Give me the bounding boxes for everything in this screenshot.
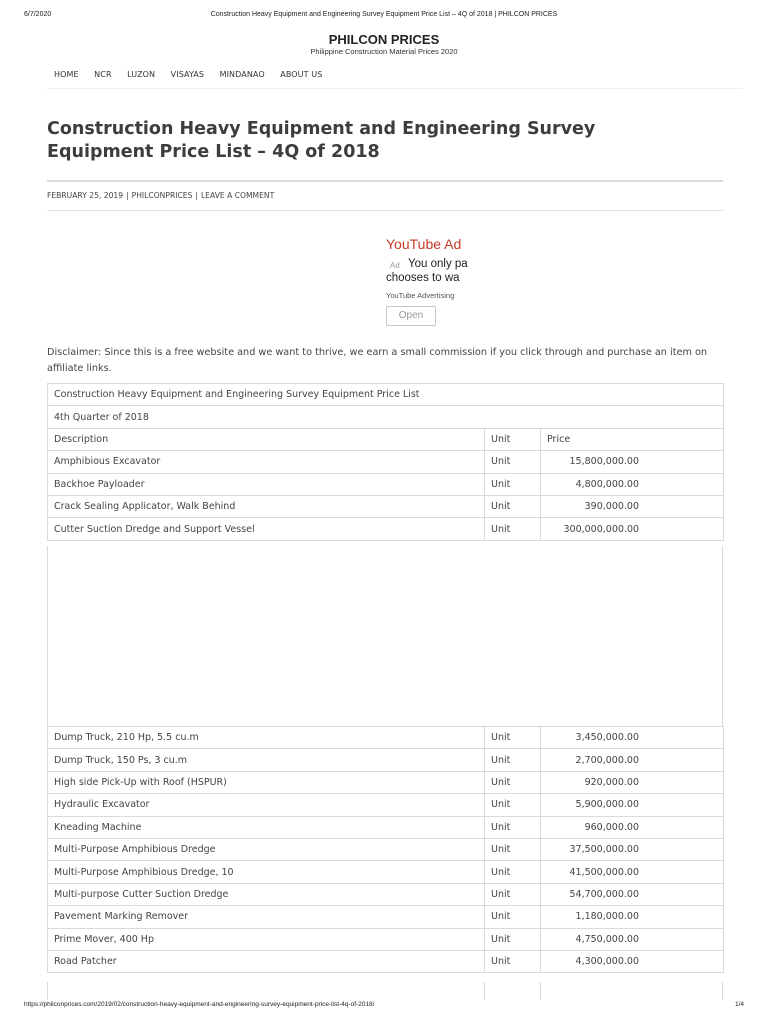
cell-price: 920,000.00: [541, 771, 724, 793]
table-row: [48, 727, 724, 749]
cell-price: 960,000.00: [541, 816, 724, 838]
table-row: [48, 816, 724, 838]
cell-price: 4,300,000.00: [541, 950, 724, 972]
cell-description: Kneading Machine: [48, 816, 485, 838]
print-footer: [0, 1001, 768, 1013]
print-date: 6/7/2020: [24, 11, 52, 18]
cell-description: High side Pick-Up with Roof (HSPUR): [48, 771, 485, 793]
cell-unit: Unit: [485, 794, 541, 816]
cell-price: 4,750,000.00: [541, 928, 724, 950]
meta-separator: |: [126, 191, 129, 200]
cell-price: 390,000.00: [541, 495, 724, 517]
table-row: [48, 883, 724, 905]
table-row: [48, 906, 724, 928]
cell-unit: Unit: [485, 518, 541, 540]
price-table-continued: [47, 726, 724, 973]
meta-divider: [47, 210, 723, 211]
table-row: [48, 749, 724, 771]
cell-price: 5,900,000.00: [541, 794, 724, 816]
table-row: [48, 518, 724, 540]
cell-unit: Unit: [485, 838, 541, 860]
post-date[interactable]: FEBRUARY 25, 2019: [47, 191, 124, 200]
table-caption-row: [48, 384, 724, 406]
cell-description: Hydraulic Excavator: [48, 794, 485, 816]
cell-description: Cutter Suction Dredge and Support Vessel: [48, 518, 485, 540]
table-row: [48, 495, 724, 517]
ad-title[interactable]: YouTube Ad: [386, 236, 462, 252]
cell-unit: Unit: [485, 495, 541, 517]
cell-description: Crack Sealing Applicator, Walk Behind: [48, 495, 485, 517]
cell-unit: Unit: [485, 816, 541, 838]
table-tail-border: [722, 982, 723, 1000]
cell-description: Prime Mover, 400 Hp: [48, 928, 485, 950]
leave-comment-link[interactable]: LEAVE A COMMENT: [200, 191, 275, 200]
cell-description: Multi-purpose Cutter Suction Dredge: [48, 883, 485, 905]
cell-description: Backhoe Payloader: [48, 473, 485, 495]
print-header: [0, 11, 768, 23]
cell-unit: Unit: [485, 451, 541, 473]
disclaimer-text: Disclaimer: Since this is a free website and we want to thrive, we earn a small commission if you click through and purchase an item on affiliate links.: [47, 346, 708, 374]
cell-unit: Unit: [485, 950, 541, 972]
title-divider: [47, 180, 723, 182]
cell-price: 1,180,000.00: [541, 906, 724, 928]
table-row: [48, 861, 724, 883]
table-row: [48, 838, 724, 860]
cell-description: Road Patcher: [48, 950, 485, 972]
cell-unit: Unit: [485, 727, 541, 749]
print-url: https://philconprices.com/2019/02/construction-heavy-equipment-and-engineering-survey-equipment-price-list-4q-of-2018/: [24, 1001, 375, 1008]
table-row: [48, 794, 724, 816]
main-nav: [54, 70, 338, 82]
cell-unit: Unit: [485, 883, 541, 905]
table-row: [48, 950, 724, 972]
table-header-row: [48, 428, 724, 450]
cell-price: 3,450,000.00: [541, 727, 724, 749]
ad-open-button[interactable]: Open: [386, 306, 436, 326]
cell-price: 54,700,000.00: [541, 883, 724, 905]
site-title[interactable]: PHILCON PRICES: [328, 32, 440, 47]
table-tail-border: [47, 982, 48, 1000]
table-row: [48, 451, 724, 473]
ad-badge: Ad: [390, 261, 400, 270]
column-header-unit: Unit: [485, 428, 541, 450]
nav-item-about-us[interactable]: ABOUT US: [280, 70, 323, 79]
print-page-title: Construction Heavy Equipment and Engineering Survey Equipment Price List – 4Q of 2018 | PHILCON PRICES: [210, 11, 558, 18]
cell-price: 4,800,000.00: [541, 473, 724, 495]
price-table-body-top: [48, 384, 724, 541]
table-caption: Construction Heavy Equipment and Engineering Survey Equipment Price List: [48, 384, 724, 406]
cell-description: Multi-Purpose Amphibious Dredge: [48, 838, 485, 860]
site-description: Philippine Construction Material Prices 2020: [310, 47, 458, 56]
table-row: [48, 928, 724, 950]
cell-price: 2,700,000.00: [541, 749, 724, 771]
table-quarter: 4th Quarter of 2018: [48, 406, 724, 428]
cell-unit: Unit: [485, 749, 541, 771]
table-tail-border: [484, 982, 485, 1000]
column-header-description: Description: [48, 428, 485, 450]
cell-description: Amphibious Excavator: [48, 451, 485, 473]
table-tail: [47, 982, 723, 1000]
ad-body-line: You only pa: [408, 258, 468, 270]
cell-unit: Unit: [485, 861, 541, 883]
cell-unit: Unit: [485, 906, 541, 928]
meta-separator: |: [195, 191, 198, 200]
cell-price: 37,500,000.00: [541, 838, 724, 860]
post-title: Construction Heavy Equipment and Engineering Survey Equipment Price List – 4Q of 2018: [47, 119, 596, 162]
table-row: [48, 473, 724, 495]
ad-source: YouTube Advertising: [386, 291, 455, 300]
cell-description: Dump Truck, 150 Ps, 3 cu.m: [48, 749, 485, 771]
nav-item-mindanao[interactable]: MINDANAO: [219, 70, 265, 79]
cell-price: 15,800,000.00: [541, 451, 724, 473]
cell-description: Multi-Purpose Amphibious Dredge, 10: [48, 861, 485, 883]
price-table-body-bottom: [48, 727, 724, 973]
cell-description: Pavement Marking Remover: [48, 906, 485, 928]
column-header-price: Price: [541, 428, 724, 450]
post-meta: [47, 191, 274, 200]
table-tail-border: [540, 982, 541, 1000]
cell-price: 41,500,000.00: [541, 861, 724, 883]
nav-item-visayas[interactable]: VISAYAS: [170, 70, 205, 79]
cell-unit: Unit: [485, 473, 541, 495]
table-quarter-row: [48, 406, 724, 428]
post-author[interactable]: PHILCONPRICES: [131, 191, 193, 200]
cell-unit: Unit: [485, 928, 541, 950]
nav-item-ncr[interactable]: NCR: [94, 70, 112, 79]
print-page-number: 1/4: [734, 1001, 744, 1008]
youtube-ad[interactable]: [386, 236, 506, 328]
nav-item-luzon[interactable]: LUZON: [127, 70, 156, 79]
ad-body-line: chooses to wa: [386, 272, 460, 284]
nav-divider: [47, 88, 743, 89]
cell-unit: Unit: [485, 771, 541, 793]
cell-description: Dump Truck, 210 Hp, 5.5 cu.m: [48, 727, 485, 749]
table-row: [48, 771, 724, 793]
nav-item-home[interactable]: HOME: [54, 70, 79, 79]
price-table: [47, 383, 724, 541]
table-page-gap: [47, 546, 723, 726]
cell-price: 300,000,000.00: [541, 518, 724, 540]
